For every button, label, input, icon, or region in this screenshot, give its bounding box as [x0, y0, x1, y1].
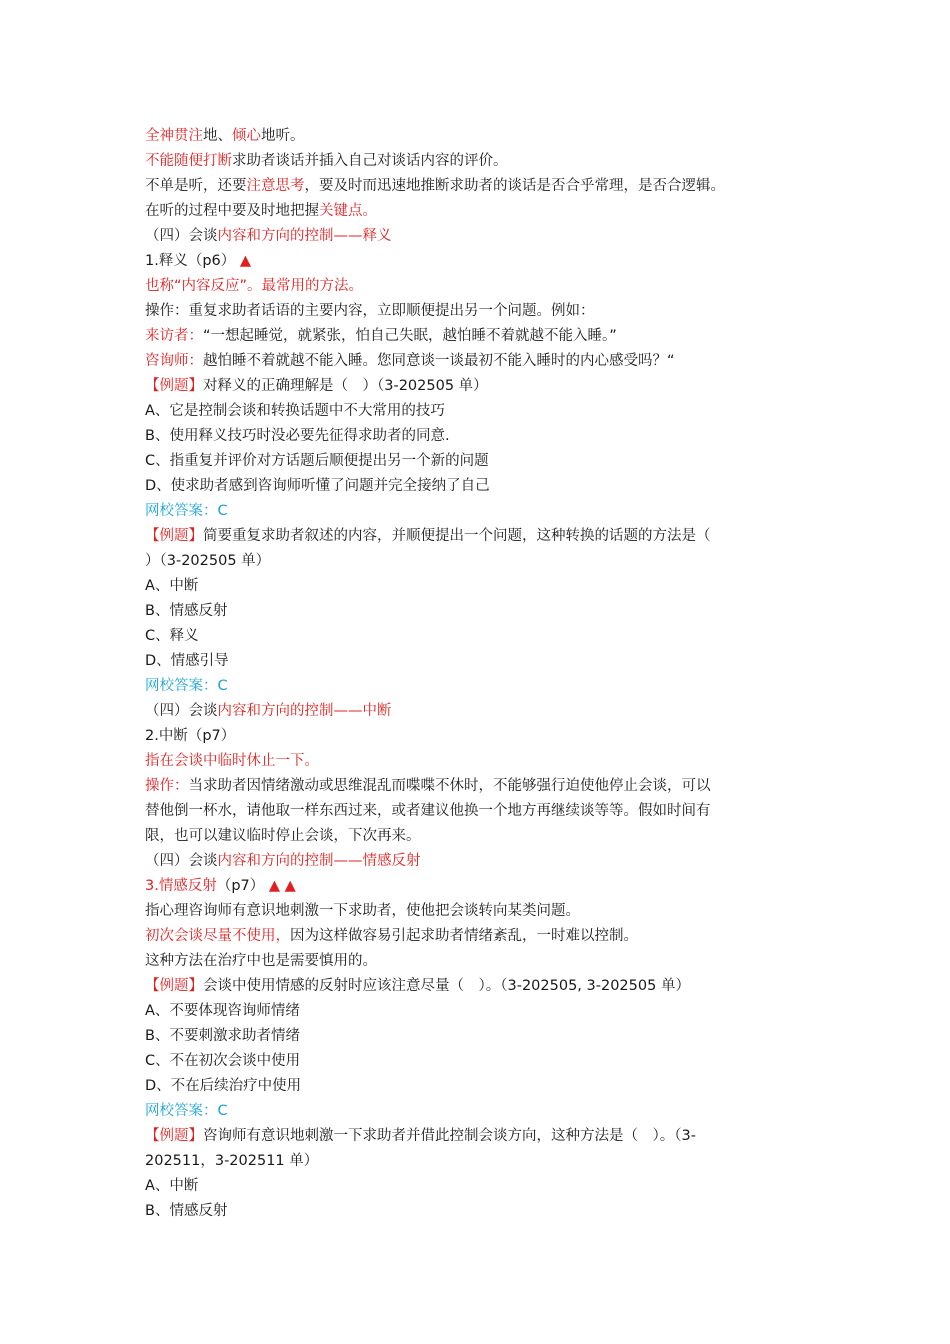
example-question-4-line-1: 【例题】咨询师有意识地刺激一下求助者并借此控制会谈方向，这种方法是（ ）。（3- — [145, 1128, 696, 1144]
importance-triangle-icon: ▲ ▲ — [268, 878, 296, 894]
listening-line-1: 全神贯注地、倾心地听。 — [145, 128, 305, 144]
reflection-definition: 指心理咨询师有意识地刺激一下求助者，使他把会谈转向某类问题。 — [145, 903, 580, 919]
q4-option-a: A、中断 — [145, 1178, 199, 1194]
q1-option-d: D、使求助者感到咨询师听懂了问题并完全接纳了自己 — [145, 478, 490, 494]
q3-option-b: B、不要刺激求助者情绪 — [145, 1028, 300, 1044]
interrupt-operation-line-2: 替他倒一杯水，请他取一样东西过来，或者建议他换一个地方再继续谈等等。假如时间有 — [145, 803, 711, 819]
listening-line-2: 不能随便打断求助者谈话并插入自己对谈话内容的评价。 — [145, 153, 508, 169]
q3-answer: 网校答案：C — [145, 1103, 228, 1119]
q1-answer: 网校答案：C — [145, 503, 228, 519]
example-question-2-line-2: ）（3-202505 单） — [145, 553, 271, 569]
q2-option-a: A、中断 — [145, 578, 199, 594]
q1-option-c: C、指重复并评价对方话题后顺便提出另一个新的问题 — [145, 453, 489, 469]
example-question-3: 【例题】会谈中使用情感的反射时应该注意尽量（ ）。（3-202505, 3-202505 单） — [145, 978, 690, 994]
q3-option-a: A、不要体现咨询师情绪 — [145, 1003, 300, 1019]
q2-answer: 网校答案：C — [145, 678, 228, 694]
importance-triangle-icon: ▲ — [239, 253, 252, 269]
reflection-warning: 初次会谈尽量不使用，因为这样做容易引起求助者情绪紊乱，一时难以控制。 — [145, 928, 638, 944]
q3-option-c: C、不在初次会谈中使用 — [145, 1053, 301, 1069]
section-heading-paraphrase: （四）会谈内容和方向的控制——释义 — [145, 228, 392, 244]
paraphrase-operation: 操作：重复求助者话语的主要内容，立即顺便提出另一个问题。例如： — [145, 303, 595, 319]
example-question-1: 【例题】对释义的正确理解是（ ）（3-202505 单） — [145, 378, 488, 394]
example-question-4-line-2: 202511，3-202511 单） — [145, 1153, 319, 1169]
example-question-2-line-1: 【例题】简要重复求助者叙述的内容，并顺便提出一个问题，这种转换的话题的方法是（ — [145, 528, 711, 544]
paraphrase-title: 1.释义（p6） ▲ — [145, 253, 252, 269]
listening-line-3: 不单是听，还要注意思考，要及时而迅速地推断求助者的谈话是否合乎常理，是否合逻辑。 — [145, 178, 725, 194]
q4-option-b: B、情感反射 — [145, 1203, 228, 1219]
interrupt-title: 2.中断（p7） — [145, 728, 236, 744]
interrupt-operation-line-1: 操作：当求助者因情绪激动或思维混乱而喋喋不休时，不能够强行迫使他停止会谈，可以 — [145, 778, 711, 794]
q1-option-a: A、它是控制会谈和转换话题中不大常用的技巧 — [145, 403, 445, 419]
q1-option-b: B、使用释义技巧时没必要先征得求助者的同意. — [145, 428, 450, 444]
section-heading-interrupt: （四）会谈内容和方向的控制——中断 — [145, 703, 392, 719]
document-page — [145, 124, 810, 1224]
interrupt-operation-line-3: 限，也可以建议临时停止会谈，下次再来。 — [145, 828, 421, 844]
q2-option-b: B、情感反射 — [145, 603, 228, 619]
section-heading-reflection: （四）会谈内容和方向的控制——情感反射 — [145, 853, 421, 869]
listening-line-4: 在听的过程中要及时地把握关键点。 — [145, 203, 377, 219]
q2-option-d: D、情感引导 — [145, 653, 229, 669]
interrupt-definition: 指在会谈中临时休止一下。 — [145, 753, 319, 769]
q2-option-c: C、释义 — [145, 628, 199, 644]
reflection-note: 这种方法在治疗中也是需要慎用的。 — [145, 953, 377, 969]
q3-option-d: D、不在后续治疗中使用 — [145, 1078, 302, 1094]
visitor-quote: 来访者：“一想起睡觉，就紧张，怕自己失眠，越怕睡不着就越不能入睡。” — [145, 328, 617, 344]
reflection-title: 3.情感反射（p7） ▲ ▲ — [145, 878, 296, 894]
counselor-quote: 咨询师：越怕睡不着就越不能入睡。您同意谈一谈最初不能入睡时的内心感受吗？“ — [145, 353, 675, 369]
paraphrase-aka: 也称“内容反应”。最常用的方法。 — [145, 278, 364, 294]
